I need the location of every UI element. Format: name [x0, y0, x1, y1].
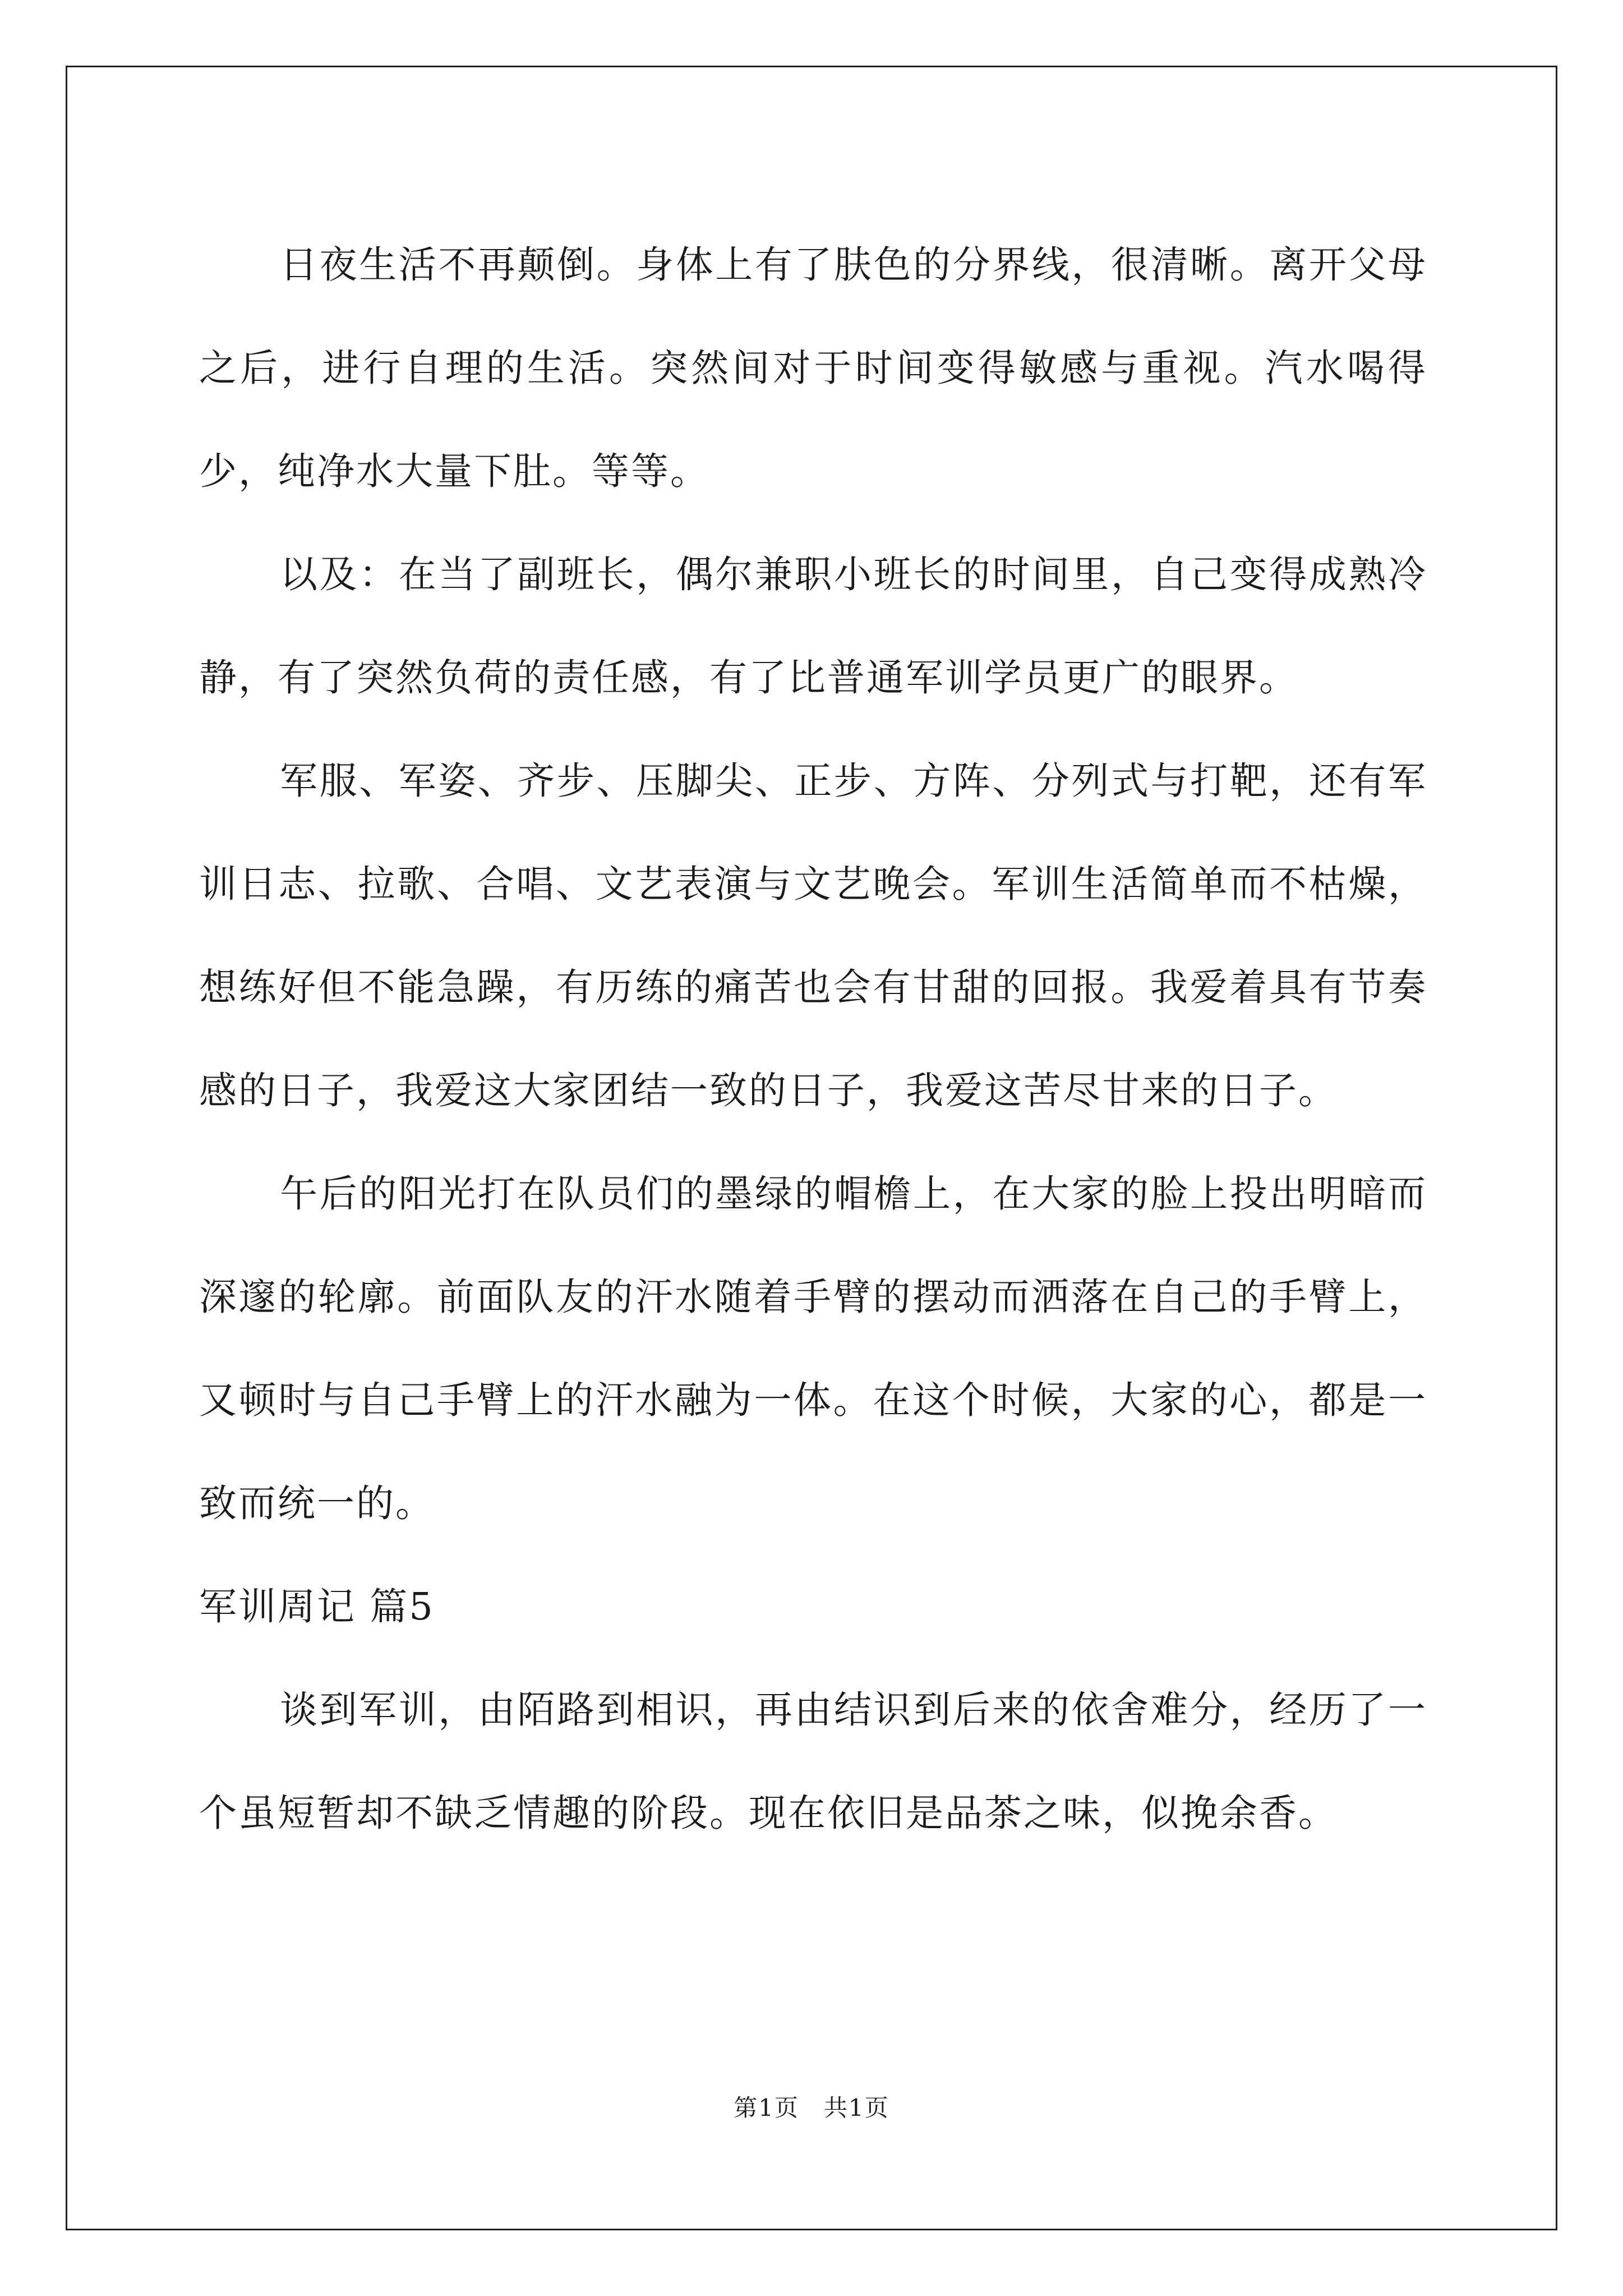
paragraph: 以及：在当了副班长，偶尔兼职小班长的时间里，自己变得成熟冷静，有了突然负荷的责任感，有了比普通军训学员更广的眼界。	[199, 553, 1427, 700]
paragraph: 日夜生活不再颠倒。身体上有了肤色的分界线，很清晰。离开父母之后，进行自理的生活。突然间对于时间变得敏感与重视。汽水喝得少，纯净水大量下肚。等等。	[199, 243, 1427, 493]
paragraph: 军服、军姿、齐步、压脚尖、正步、方阵、分列式与打靶，还有军训日志、拉歌、合唱、文艺表演与文艺晚会。军训生活简单而不枯燥，想练好但不能急躁，有历练的痛苦也会有甘甜的回报。我爱着具有节奏感的日子，我爱这大家团结一致的日子，我爱这苦尽甘来的日子。	[199, 759, 1427, 1112]
section-heading: 军训周记 篇5	[199, 1585, 435, 1628]
page-footer: 第1页 共1页	[734, 2094, 889, 2122]
paragraph: 午后的阳光打在队员们的墨绿的帽檐上，在大家的脸上投出明暗而深邃的轮廓。前面队友的汗水随着手臂的摆动而洒落在自己的手臂上，又顿时与自己手臂上的汗水融为一体。在这个时候，大家的心，都是一致而统一的。	[199, 1172, 1427, 1525]
document-body	[199, 213, 1427, 1865]
paragraph: 谈到军训，由陌路到相识，再由结识到后来的依舍难分，经历了一个虽短暂却不缺乏情趣的阶段。现在依旧是品茶之味，似挽余香。	[199, 1688, 1427, 1835]
